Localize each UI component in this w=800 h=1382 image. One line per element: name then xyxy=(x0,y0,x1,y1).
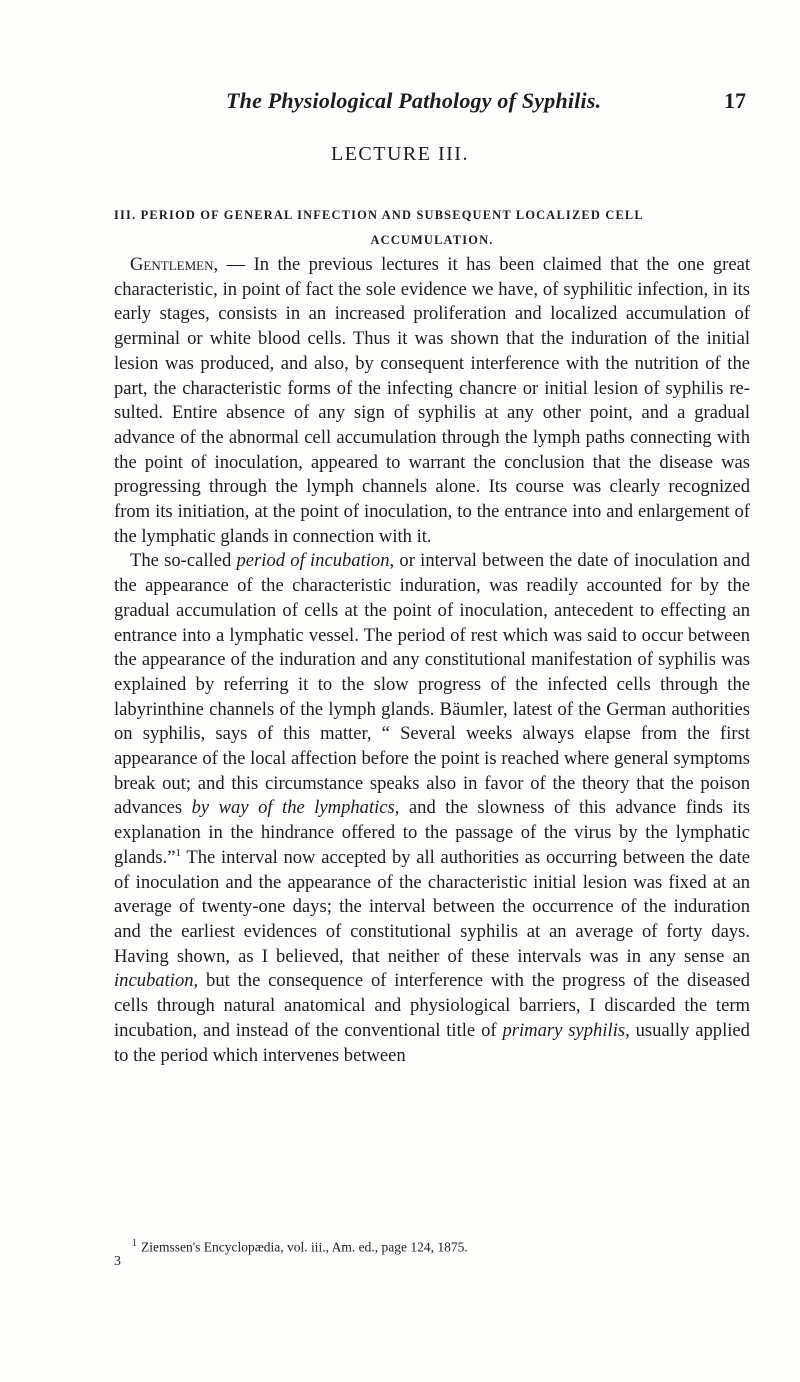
page-number: 17 xyxy=(724,88,746,113)
paragraph-1 xyxy=(114,253,750,549)
paragraph-2-part-b: , or interval between the date of inoculation and the appearance of the characteristic induration, was readily accounted for by the gradual accumulation of cells at the point of inoculation, antecedent to effecting an entrance into a lymphatic vessel. The period of rest which was said to occur between the appearance of the induration and any constitutional manifestation of syphilis was explained by referring it to the slow progress of the infected cells through the labyrinthine channels of the lymph glands. Bäumler, latest of the German authorities on syphilis, says of this matter, “ Several weeks always elapse from the first appearance of the local affection before the point is reached where general symptoms break out; and this circumstance speaks also in favor of the theory that the poison advances xyxy=(114,550,750,819)
footnote-text: Ziemssen's Encyclopædia, vol. iii., Am. ed., page 124, 1875. xyxy=(141,1239,468,1255)
section-heading-line-1: III. PERIOD OF GENERAL INFECTION AND SUBSEQUENT LOCALIZED CELL xyxy=(114,208,644,222)
emphasis-incubation: incubation xyxy=(114,970,194,992)
paragraph-1-text: — In the previous lectures it has been claimed that the one great characteristic, in point of fact the sole evidence we have, of syphilitic infection, in its early stages, consists in an increased proliferation and localized accumulation of germinal or white blood cells. Thus it was shown that the induration of the initial lesion was produced, and also, by consequent interference with the nutrition of the part, the characteristic forms of the infecting chancre or initial lesion of syphilis resulted. Entire absence of any sign of syphilis at any other point, and a gradual advance of the abnormal cell accumulation through the lymph paths connecting with the point of inoculation, appeared to warrant the conclusion that the disease was progressing through the lymph channels alone. Its course was clearly recognized from its initiation, at the point of inoculation, to the entrance into and enlargement of the lymphatic glands in connection with it. xyxy=(114,254,750,547)
salutation: Gentlemen, xyxy=(130,254,219,275)
running-head xyxy=(226,88,746,118)
footnote-mark: 1 xyxy=(132,1238,137,1249)
paragraph-2-part-a: The so-called xyxy=(130,550,237,572)
signature-mark: 3 xyxy=(114,1254,121,1269)
paragraph-2 xyxy=(114,549,750,1068)
paragraph-2-part-e: , but the consequence of interference with the progress of the diseased cells through natural anatomical and physiological barriers, I discarded the term incubation, and instead of the conventional title of xyxy=(114,970,750,1041)
running-title: The Physiological Pathology of Syphilis. xyxy=(226,88,602,113)
emphasis-primary-syphilis: primary syphilis xyxy=(502,1019,626,1041)
section-heading xyxy=(114,203,750,253)
paragraph-2-part-f: , usually applied to the period which intervenes between xyxy=(114,1019,750,1066)
section-heading-line-2: ACCUMULATION. xyxy=(370,233,494,247)
emphasis-period-of-incubation: period of incubation xyxy=(236,550,390,572)
paragraph-2-part-d: The interval now accepted by all authorities as occurring between the date of inoculation and the appearance of the characteristic initial lesion was fixed at an average of twenty-one days; the interval between the occurrence of the induration and the earliest evidences of constitutional syphilis at an average of forty days. Having shown, as I believed, that neither of these intervals was in any sense an xyxy=(114,846,750,967)
paragraph-2-part-c: , and the slowness of this advance finds its explanation in the hindrance offered to the passage of the virus by the lymphatic glands.” xyxy=(114,797,750,868)
footnote-reference[interactable]: 1 xyxy=(175,846,181,859)
body-text xyxy=(114,253,750,1068)
emphasis-by-way-of-lymphatics: by way of the lymphatics xyxy=(191,797,395,819)
lecture-title: LECTURE III. xyxy=(331,143,469,165)
footnote xyxy=(114,1235,750,1257)
